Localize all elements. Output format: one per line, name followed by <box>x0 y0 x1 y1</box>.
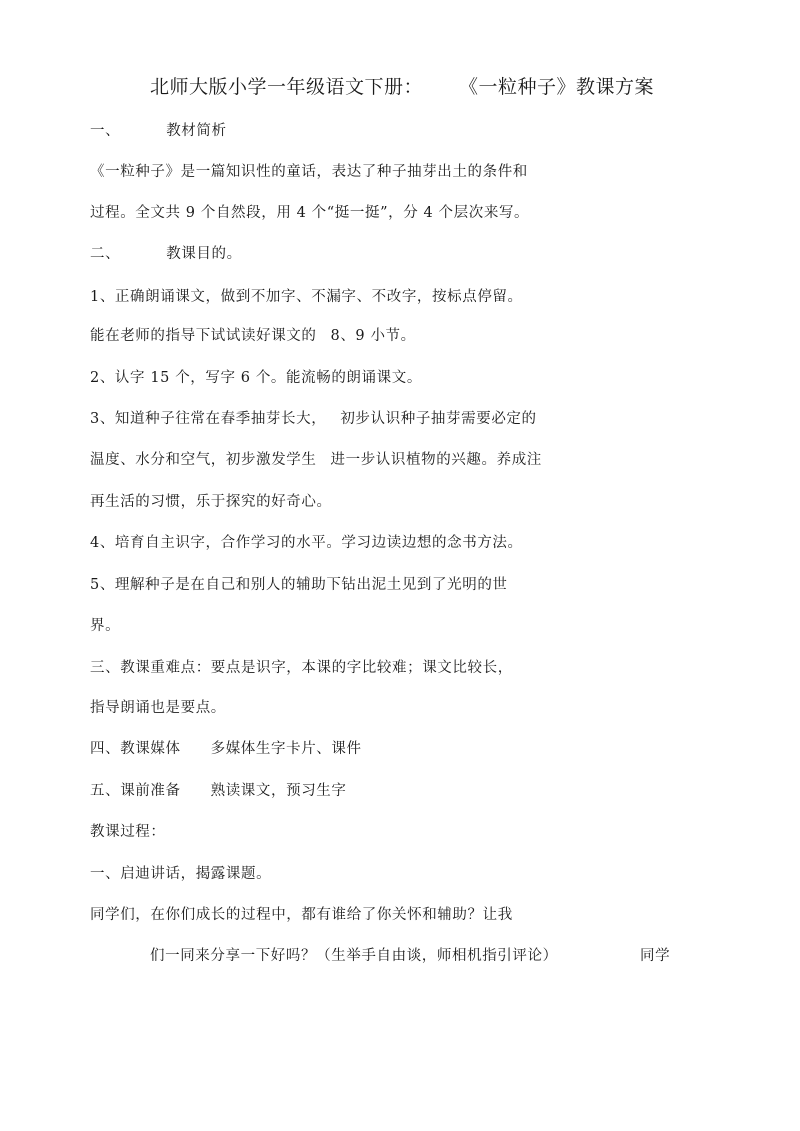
goal-5-line: 5、理解种子是在自己和别人的辅助下钻出泥土见到了光明的世 <box>90 577 508 593</box>
section-3-line: 指导朗诵也是要点。 <box>90 700 226 716</box>
title-part-1: 北师大版小学一年级语文下册： <box>150 76 424 98</box>
paragraph-line: 《一粒种子》是一篇知识性的童话，表达了种子抽芽出土的条件和 <box>90 164 528 180</box>
goal-1-line: 1、正确朗诵课文，做到不加字、不漏字、不改字，按标点停留。 <box>90 289 523 305</box>
goal-2-line: 2、认字 15 个，写字 6 个。能流畅的朗诵课文。 <box>90 370 422 386</box>
paragraph-line: 过程。全文共 9 个自然段，用 4 个“挺一挺”，分 4 个层次来写。 <box>90 205 530 221</box>
document-title <box>150 72 654 99</box>
section-5-line: 五、课前准备 熟读课文，预习生字 <box>90 783 347 799</box>
goal-3-line: 再生活的习惯，乐于探究的好奇心。 <box>90 494 332 510</box>
section-2-heading: 二、 教课目的。 <box>90 246 242 262</box>
section-1-heading: 一、 教材简析 <box>90 123 227 139</box>
section-3-line: 三、教课重难点：要点是识字，本课的字比较难；课文比较长， <box>90 660 513 676</box>
paragraph-tail: 同学 <box>640 948 671 964</box>
goal-1-line: 能在老师的指导下试试读好课文的 8、9 小节。 <box>90 328 416 344</box>
title-part-2: 《一粒种子》教课方案 <box>459 76 655 98</box>
process-step-1: 一、启迪讲话，揭露课题。 <box>90 866 272 882</box>
section-4-line: 四、教课媒体 多媒体生字卡片、课件 <box>90 741 362 757</box>
process-heading: 教课过程： <box>90 824 166 840</box>
paragraph-line: 们一同来分享一下好吗？（生举手自由谈，师相机指引评论） <box>150 948 558 964</box>
goal-3-line: 3、知道种子往常在春季抽芽长大， 初步认识种子抽芽需要必定的 <box>90 411 537 427</box>
paragraph-line: 同学们，在你们成长的过程中，都有谁给了你关怀和辅助？让我 <box>90 907 513 923</box>
goal-4-line: 4、培育自主识字，合作学习的水平。学习边读边想的念书方法。 <box>90 535 523 551</box>
goal-3-line: 温度、水分和空气，初步激发学生 进一步认识植物的兴趣。养成注 <box>90 452 542 468</box>
goal-5-line: 界。 <box>90 618 121 634</box>
